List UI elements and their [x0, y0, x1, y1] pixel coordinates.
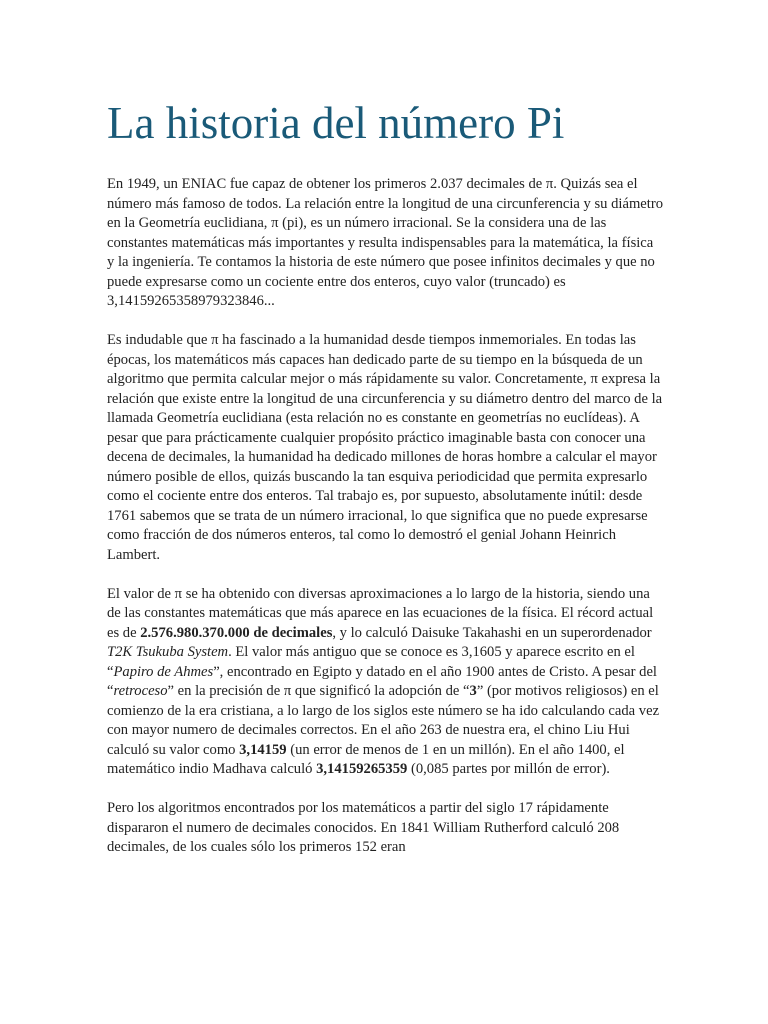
- paragraph-3-text-1: El valor de π se ha obtenido con diversas aproximaciones a lo largo de la historia, siendo una de las constantes matemáticas que más aparece en las ecuaciones de la física. El récord actual es de: [107, 585, 654, 641]
- paragraph-2: Es indudable que π ha fascinado a la humanidad desde tiempos inmemoriales. En todas las épocas, los matemáticos más capaces han dedicado parte de su tiempo en la búsqueda de un algoritmo que permita calcular mejor o más rápidamente su valor. Concretamente, π expresa la relación que existe entre la longitud de una circunferencia y su diámetro dentro del marco de la llamada Geometría euclidiana (esta relación no es constante en geometrías no euclídeas). A pesar que para prácticamente cualquier propósito práctico imaginable basta con conocer una decena de decimales, la humanidad ha dedicado millones de horas hombre a calcular el mayor número posible de ellos, quizás buscando la tan esquiva periodicidad que permita expresarlo como el cociente entre dos enteros. Tal trabajo es, por supuesto, absolutamente inútil: desde 1761 sabemos que se trata de un número irracional, lo que significa que no puede expresarse como fracción de dos números enteros, tal como lo demostró el genial Johann Heinrich Lambert.: [107, 332, 663, 563]
- paragraph-3: [107, 585, 663, 780]
- page-title: La historia del número Pi: [107, 98, 565, 148]
- madhava-value-bold: 3,14159265359: [316, 761, 408, 777]
- papyrus-name-italic: Papiro de Ahmes: [113, 663, 214, 680]
- supercomputer-name-italic: T2K Tsukuba System: [107, 644, 229, 660]
- paragraph-3-text-4: ”, encontrado en Egipto y datado en el año 1900 antes de Cristo. A pesar del “: [107, 663, 657, 699]
- liu-hui-value-bold: 3,14159: [239, 741, 287, 758]
- retroceso-italic: retroceso: [113, 683, 168, 699]
- article-body: [107, 175, 663, 877]
- value-3-bold: 3: [469, 683, 477, 699]
- paragraph-4: Pero los algoritmos encontrados por los matemáticos a partir del siglo 17 rápidamente dispararon el numero de decimales conocidos. En 1841 William Rutherford calculó 208 decimales, de los cuales sólo los primeros 152 eran: [107, 800, 620, 855]
- record-decimals-bold: 2.576.980.370.000 de decimales: [140, 624, 333, 641]
- paragraph-3-text-7: (un error de menos de 1 en un millón). En el año 1400, el matemático indio Madhava calculó: [107, 741, 625, 777]
- paragraph-3-text-5: ” en la precisión de π que significó la adopción de “: [167, 683, 470, 699]
- paragraph-3-text-8: (0,085 partes por millón de error).: [407, 761, 610, 777]
- paragraph-1: En 1949, un ENIAC fue capaz de obtener los primeros 2.037 decimales de π. Quizás sea el número más famoso de todos. La relación entre la longitud de una circunferencia y su diámetro en la Geometría euclidiana, π (pi), es un número irracional. Se la considera una de las constantes matemáticas más importantes y resulta indispensables para la matemática, la física y la ingeniería. Te contamos la historia de este número que posee infinitos decimales y que no puede expresarse como un cociente entre dos enteros, cuyo valor (truncado) es 3,14159265358979323846...: [107, 176, 663, 309]
- paragraph-3-text-2: , y lo calculó Daisuke Takahashi en un superordenador: [332, 624, 652, 641]
- paragraph-3-text-6: ” (por motivos religiosos) en el comienzo de la era cristiana, a lo largo de los siglos este número se ha ido calculando cada vez con mayor numero de decimales correctos. En el año 263 de nuestra era, el chino Liu Hui calculó su valor como: [107, 683, 660, 758]
- paragraph-3-text-3: . El valor más antiguo que se conoce es 3,1605 y aparece escrito en el “: [107, 644, 635, 680]
